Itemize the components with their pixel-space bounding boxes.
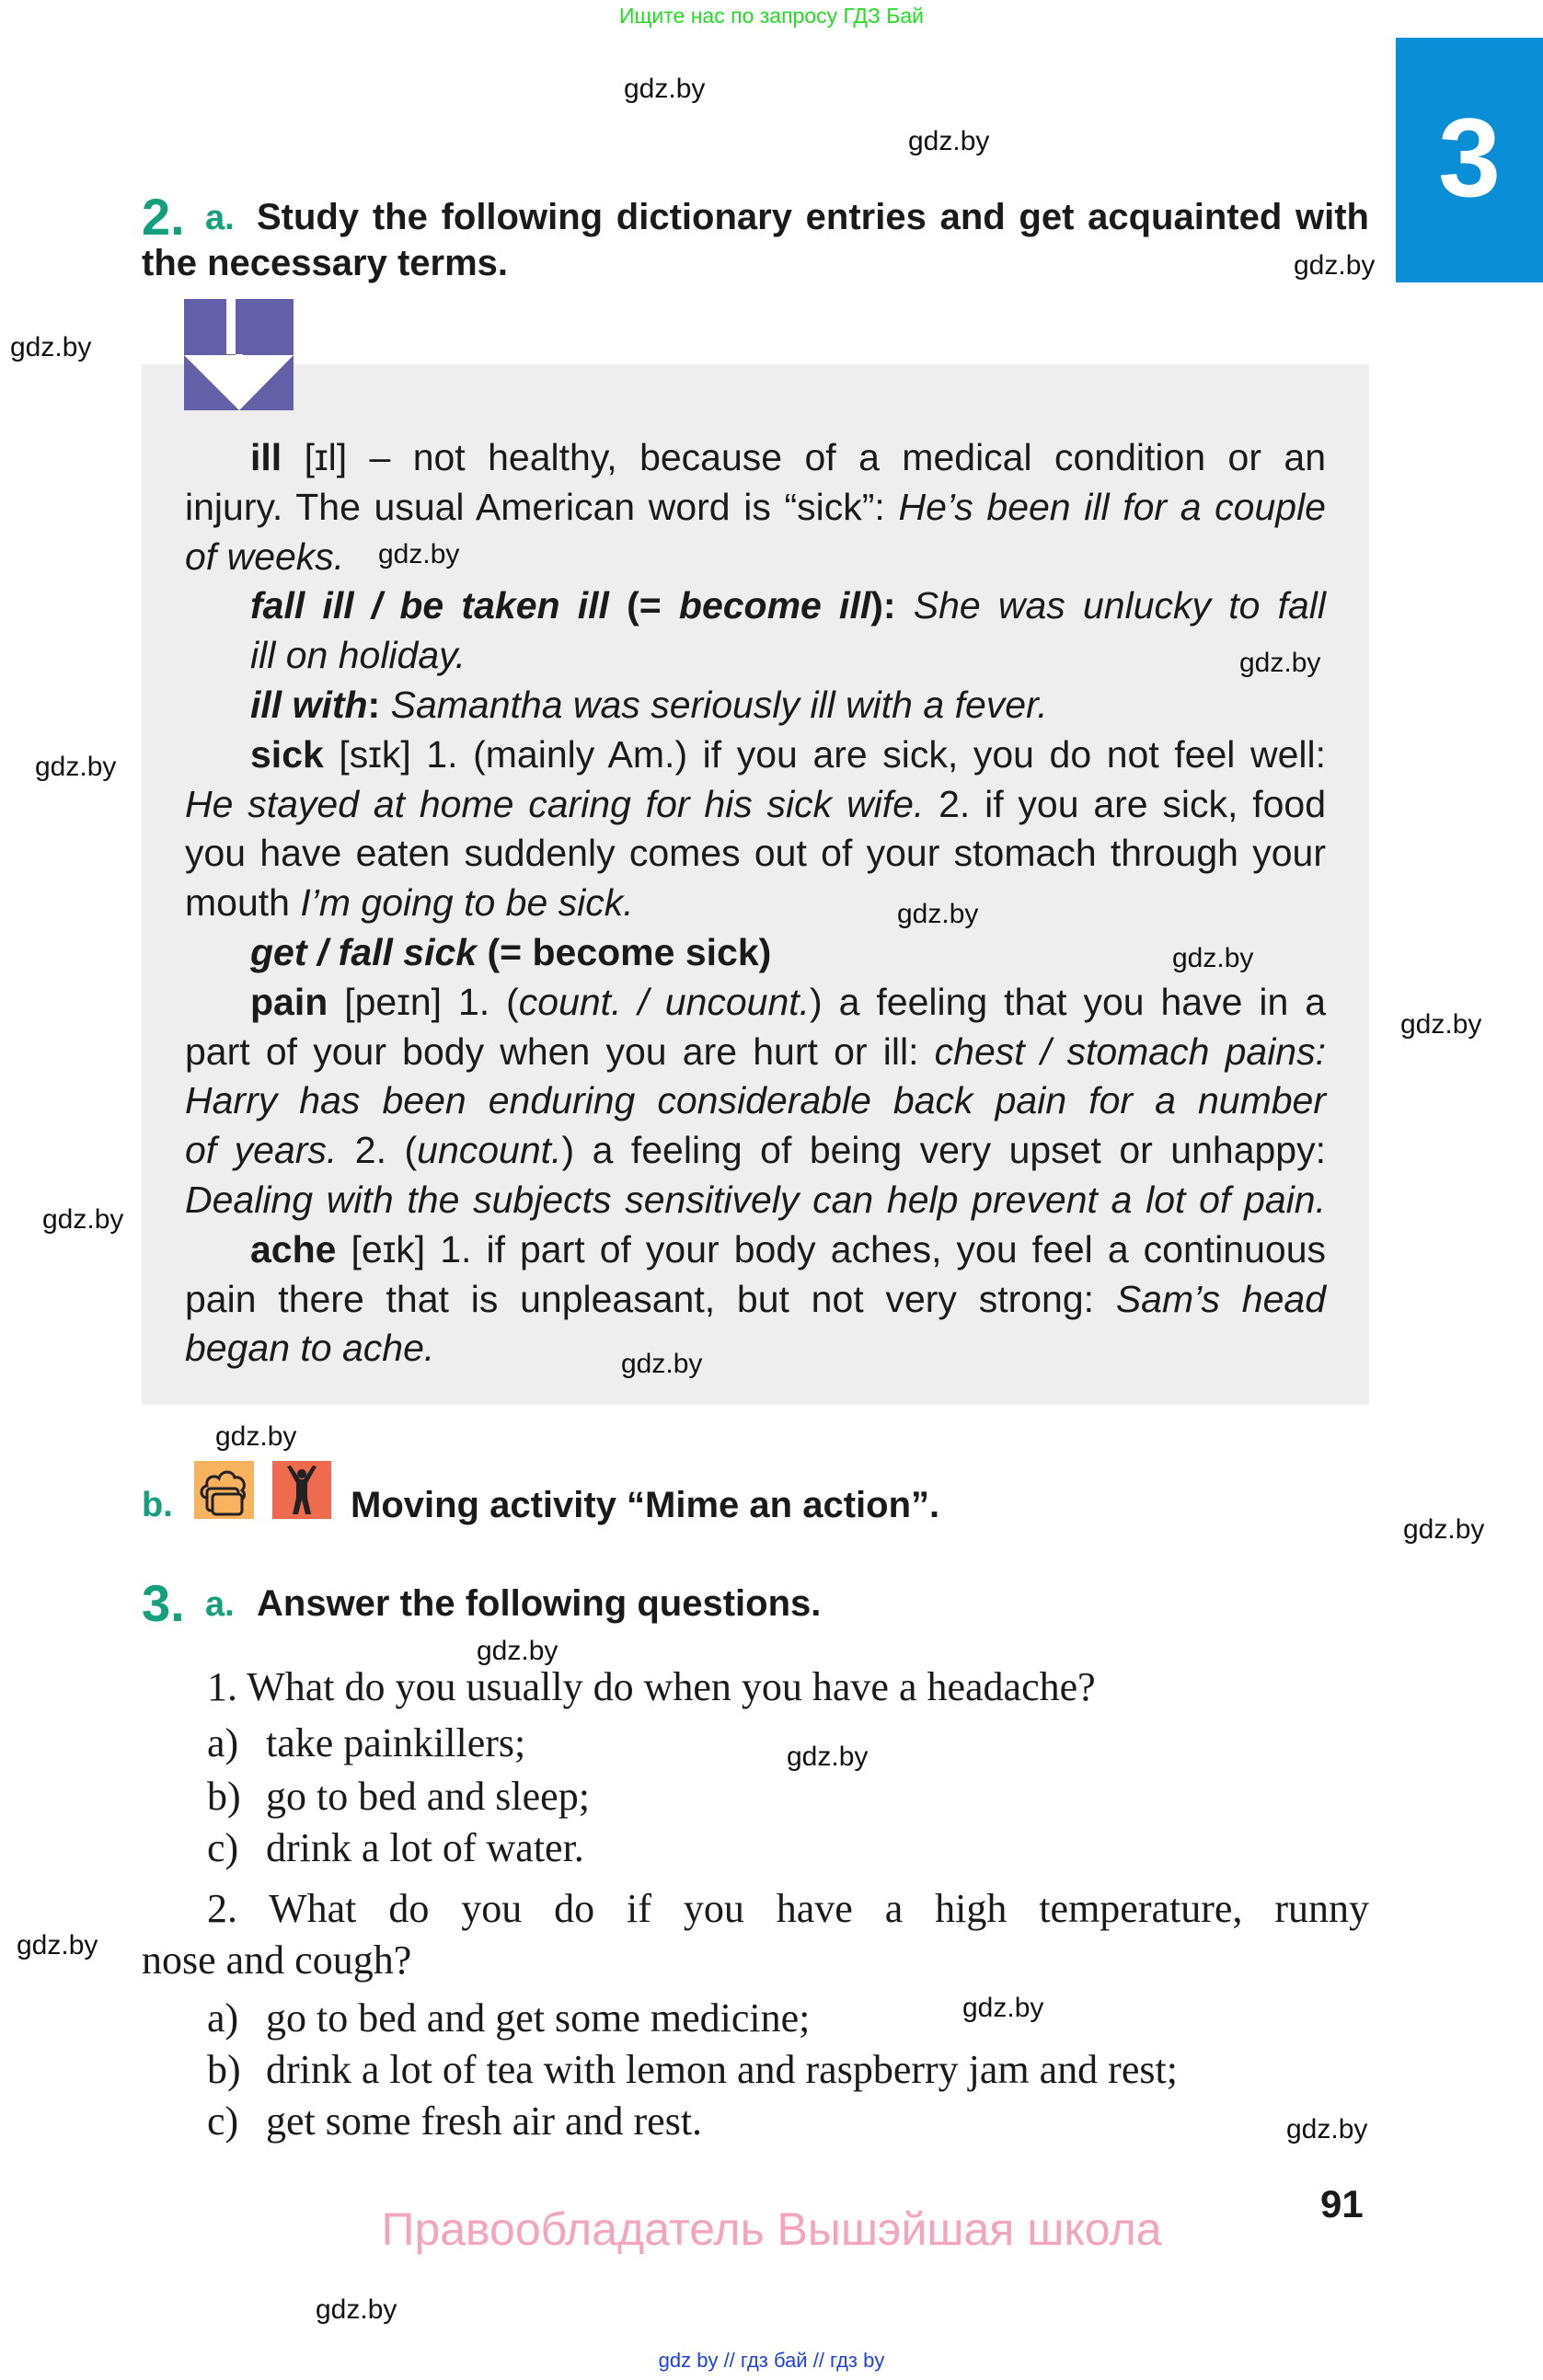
- watermark: gdz.by: [215, 1421, 297, 1452]
- watermark: gdz.by: [1286, 2114, 1368, 2144]
- answer-option: c) drink a lot of water.: [207, 1825, 584, 1870]
- example-text: Samantha was seriously ill with a fever.: [390, 684, 1048, 726]
- dictionary-line: [185, 482, 1326, 532]
- definition-text: you have eaten suddenly comes out of your stomach through your: [185, 832, 1326, 875]
- example-text: of weeks.: [185, 535, 345, 578]
- definition-text: 2. if you are sick, food: [924, 782, 1326, 825]
- dictionary-line: [185, 1175, 1326, 1224]
- watermark: gdz.by: [1403, 1514, 1485, 1545]
- headword-text: become ill: [678, 584, 871, 627]
- definition-text: pain there that is unpleasant, but not very strong:: [185, 1277, 1116, 1320]
- definition-text: 2. (: [337, 1129, 418, 1172]
- dictionary-line: [250, 432, 1326, 482]
- exercise-part-label: a.: [205, 1585, 235, 1624]
- watermark: gdz.by: [42, 1204, 124, 1235]
- example-text: chest / stomach pains:: [934, 1029, 1327, 1073]
- headword-text: :: [367, 684, 391, 726]
- example-text: of years.: [185, 1129, 338, 1172]
- dictionary-line: [250, 630, 1326, 680]
- dictionary-line: [185, 779, 1326, 829]
- dictionary-line: [185, 1274, 1326, 1324]
- dictionary-line: [250, 977, 1326, 1027]
- headword-text: pain: [250, 980, 328, 1023]
- headword-text: (= become sick): [487, 931, 772, 973]
- answer-option: a) take painkillers;: [207, 1720, 526, 1765]
- dictionary-line: [250, 1224, 1326, 1274]
- exercise-part-label: b.: [142, 1486, 173, 1524]
- watermark: gdz.by: [1294, 250, 1376, 281]
- question-2: 2. What do you do if you have a high temperature, runny: [207, 1886, 1369, 1931]
- dictionary-line: [250, 927, 1326, 977]
- definition-text: mouth: [185, 881, 301, 925]
- example-text: ill on holiday.: [250, 634, 466, 677]
- definition-text: ) a feeling of being very upset or unhappy:: [561, 1129, 1326, 1172]
- watermark: gdz.by: [17, 1930, 98, 1960]
- headword-text: ):: [870, 584, 914, 627]
- example-text: She was unlucky to fall: [913, 584, 1327, 627]
- definition-text: [eɪk] 1. if part of your body aches, you feel a continuous: [336, 1227, 1326, 1270]
- example-text: Harry has been enduring considerable back pain for a number: [185, 1079, 1326, 1122]
- definition-text: [ɪl] – not healthy, because of a medical condition or an: [282, 436, 1326, 478]
- answer-option: b) go to bed and sleep;: [207, 1774, 590, 1819]
- dictionary-line: [185, 532, 1326, 581]
- watermark: gdz.by: [1172, 943, 1254, 973]
- down-arrow-icon: [184, 299, 294, 410]
- exercise-number: 2.: [142, 188, 185, 246]
- example-text: uncount.: [417, 1129, 562, 1172]
- watermark: gdz.by: [477, 1636, 558, 1666]
- search-hint: Ищите нас по запросу ГДЗ Бай: [618, 4, 925, 28]
- example-text: He’s been ill for a couple: [898, 485, 1326, 528]
- example-text: He stayed at home caring for his sick wife.: [185, 782, 925, 825]
- activity-title: Moving activity “Mime an action”.: [351, 1485, 940, 1525]
- watermark: gdz.by: [624, 74, 706, 104]
- dictionary-line: [250, 680, 1326, 730]
- example-text: I’m going to be sick.: [300, 881, 634, 925]
- chapter-tab: [1396, 38, 1543, 282]
- definition-text: [sɪk] 1. (mainly Am.) if you are sick, you do not feel well:: [323, 732, 1326, 776]
- watermark: gdz.by: [908, 126, 990, 156]
- question-1: 1. What do you usually do when you have a headache?: [207, 1664, 1096, 1709]
- dictionary-line: [185, 1075, 1326, 1125]
- page-number: 91: [1320, 2182, 1364, 2225]
- watermark: gdz.by: [897, 899, 979, 929]
- exercise-title: Answer the following questions.: [257, 1583, 822, 1624]
- dictionary-line: [185, 1125, 1326, 1175]
- moving-activity-icon: [272, 1461, 331, 1519]
- answer-option: c) get some fresh air and rest.: [207, 2098, 703, 2144]
- headword-text: ache: [250, 1227, 337, 1270]
- headword-text: ill: [250, 436, 282, 478]
- dictionary-line: [250, 730, 1326, 779]
- question-2-continued: nose and cough?: [142, 1937, 412, 1983]
- definition-text: part of your body when you are hurt or ill:: [185, 1029, 935, 1073]
- answer-option: b) drink a lot of tea with lemon and raspberry jam and rest;: [207, 2047, 1178, 2092]
- headword-text: get / fall sick: [250, 931, 488, 973]
- footer-links[interactable]: gdz by // гдз бай // гдз by: [658, 2349, 885, 2372]
- headword-text: sick: [250, 732, 324, 776]
- watermark: gdz.by: [378, 539, 460, 569]
- chapter-number: 3: [1438, 95, 1501, 220]
- watermark: gdz.by: [1400, 1009, 1482, 1040]
- exercise-title: Study the following dictionary entries and get acquainted with: [257, 197, 1369, 237]
- example-text: count. / uncount.: [518, 980, 811, 1023]
- exercise-number: 3.: [142, 1574, 185, 1632]
- dictionary-line: [185, 878, 1326, 927]
- answer-option: a) go to bed and get some medicine;: [207, 1995, 811, 2041]
- example-text: Dealing with the subjects sensitively can help prevent a lot of pain.: [185, 1179, 1326, 1221]
- watermark: gdz.by: [316, 2294, 397, 2325]
- headword-text: ill with: [250, 684, 368, 726]
- dictionary-line: [250, 581, 1326, 630]
- copyright-notice: Правообладатель Вышэйшая школа: [381, 2203, 1162, 2255]
- watermark: gdz.by: [787, 1742, 869, 1772]
- watermark: gdz.by: [35, 752, 117, 782]
- definition-text: injury. The usual American word is “sick”:: [185, 485, 899, 528]
- thinking-icon: [194, 1461, 254, 1519]
- watermark: gdz.by: [1239, 648, 1321, 678]
- dictionary-line: [185, 828, 1326, 878]
- definition-text: [peɪn] 1. (: [328, 980, 519, 1023]
- watermark: gdz.by: [621, 1349, 703, 1379]
- dictionary-line: [185, 1027, 1326, 1076]
- headword-text: (=: [627, 584, 679, 627]
- watermark: gdz.by: [10, 332, 92, 362]
- example-text: began to ache.: [185, 1327, 435, 1370]
- exercise-part-label: a.: [205, 199, 235, 237]
- dictionary-line: [185, 1323, 1326, 1373]
- watermark: gdz.by: [962, 1993, 1044, 2023]
- definition-text: ) a feeling that you have in a: [810, 980, 1327, 1023]
- headword-text: fall ill / be taken ill: [250, 584, 628, 627]
- exercise-title-continued: the necessary terms.: [142, 243, 509, 283]
- example-text: Sam’s head: [1115, 1277, 1326, 1320]
